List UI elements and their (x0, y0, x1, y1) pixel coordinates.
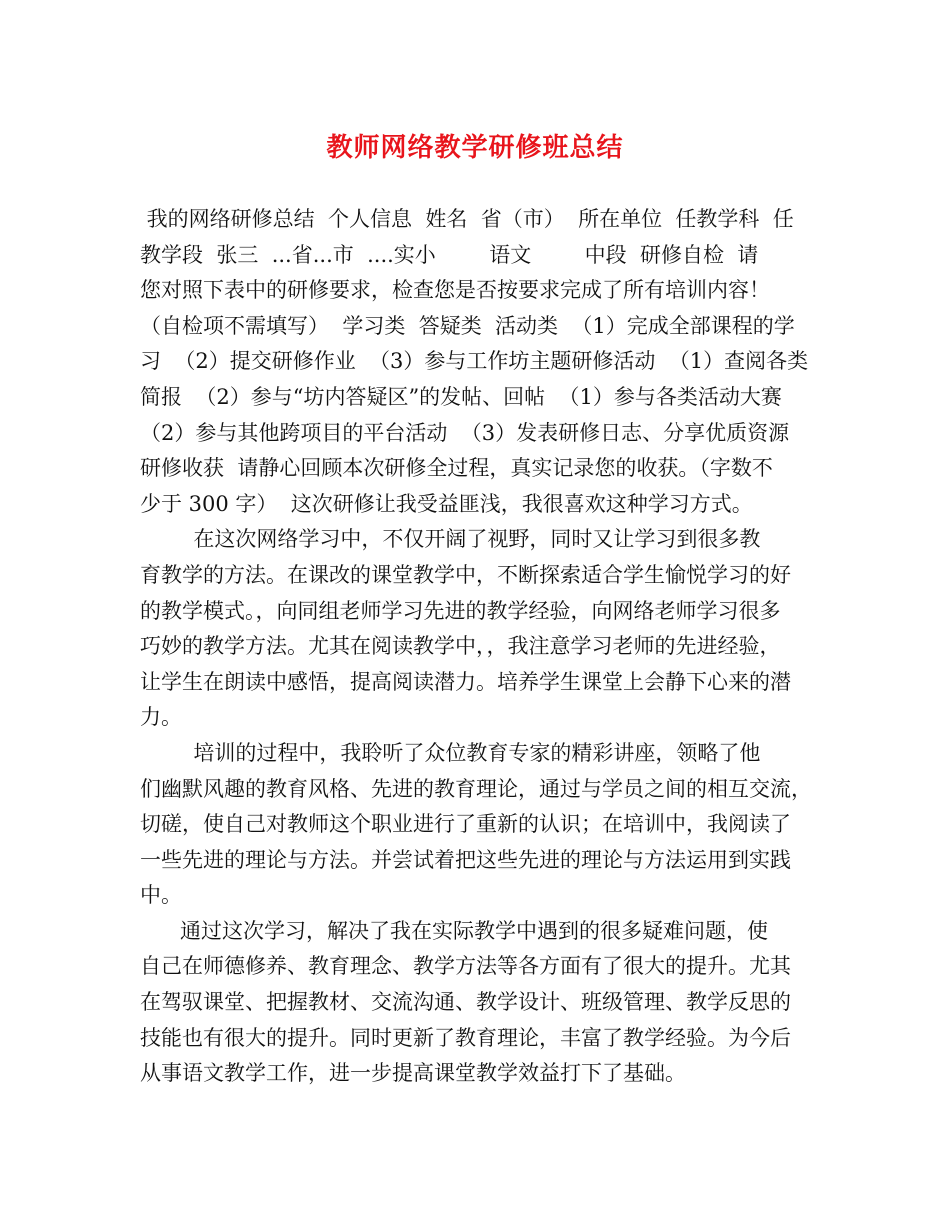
body-line: （2）参与其他跨项目的平台活动 （3）发表研修日志、分享优质资源 (140, 420, 790, 445)
body-line: 们幽默风趣的教育风格、先进的教育理论，通过与学员之间的相互交流， (140, 776, 812, 801)
body-line: 让学生在朗读中感悟，提高阅读潜力。培养学生课堂上会静下心来的潜 (140, 669, 791, 694)
body-line: 育教学的方法。在课改的课堂教学中，不断探索适合学生愉悦学习的好 (140, 562, 791, 587)
body-line: （自检项不需填写） 学习类 答疑类 活动类 （1）完成全部课程的学 (140, 313, 795, 338)
document-body (140, 202, 820, 1092)
body-line: 力。 (140, 705, 182, 730)
body-line: 教学段 张三 ...省...市 ....实小 语文 中段 研修自检 请 (140, 242, 759, 267)
body-line: 从事语文教学工作，进一步提高课堂教学效益打下了基础。 (140, 1061, 686, 1086)
body-line: 的教学模式。，向同组老师学习先进的教学经验，向网络老师学习很多 (140, 598, 781, 623)
document-title: 教师网络教学研修班总结 (326, 133, 624, 163)
body-line: 自己在师德修养、教育理念、教学方法等各方面有了很大的提升。尤其 (140, 954, 791, 979)
body-line: 技能也有很大的提升。同时更新了教育理论，丰富了教学经验。为今后 (140, 1025, 791, 1050)
body-line: 在驾驭课堂、把握教材、交流沟通、教学设计、班级管理、教学反思的 (140, 990, 791, 1015)
body-line: 少于 300 字） 这次研修让我受益匪浅，我很喜欢这种学习方式。 (140, 491, 753, 516)
body-line: 习 （2）提交研修作业 （3）参与工作坊主题研修活动 （1）查阅各类 (140, 349, 809, 374)
body-line: 切磋，使自己对教师这个职业进行了重新的认识；在培训中，我阅读了 (140, 812, 791, 837)
body-line: 通过这次学习，解决了我在实际教学中遇到的很多疑难问题，使 (140, 918, 769, 943)
body-line: 在这次网络学习中，不仅开阔了视野，同时又让学习到很多教 (140, 527, 761, 552)
body-line: 中。 (140, 883, 182, 908)
body-line: 培训的过程中，我聆听了众位教育专家的精彩讲座，领略了他 (140, 740, 761, 765)
body-line: 我的网络研修总结 个人信息 姓名 省（市） 所在单位 任教学科 任 (140, 207, 794, 231)
body-line: 您对照下表中的研修要求，检查您是否按要求完成了所有培训内容！ (140, 278, 770, 303)
body-line: 简报 （2）参与“坊内答疑区”的发帖、回帖 （1）参与各类活动大赛 (140, 384, 782, 409)
body-line: 研修收获 请静心回顾本次研修全过程，真实记录您的收获。（字数不 (140, 456, 773, 481)
body-line: 巧妙的教学方法。尤其在阅读教学中，，我注意学习老师的先进经验， (140, 634, 781, 659)
body-line: 一些先进的理论与方法。并尝试着把这些先进的理论与方法运用到实践 (140, 847, 791, 872)
